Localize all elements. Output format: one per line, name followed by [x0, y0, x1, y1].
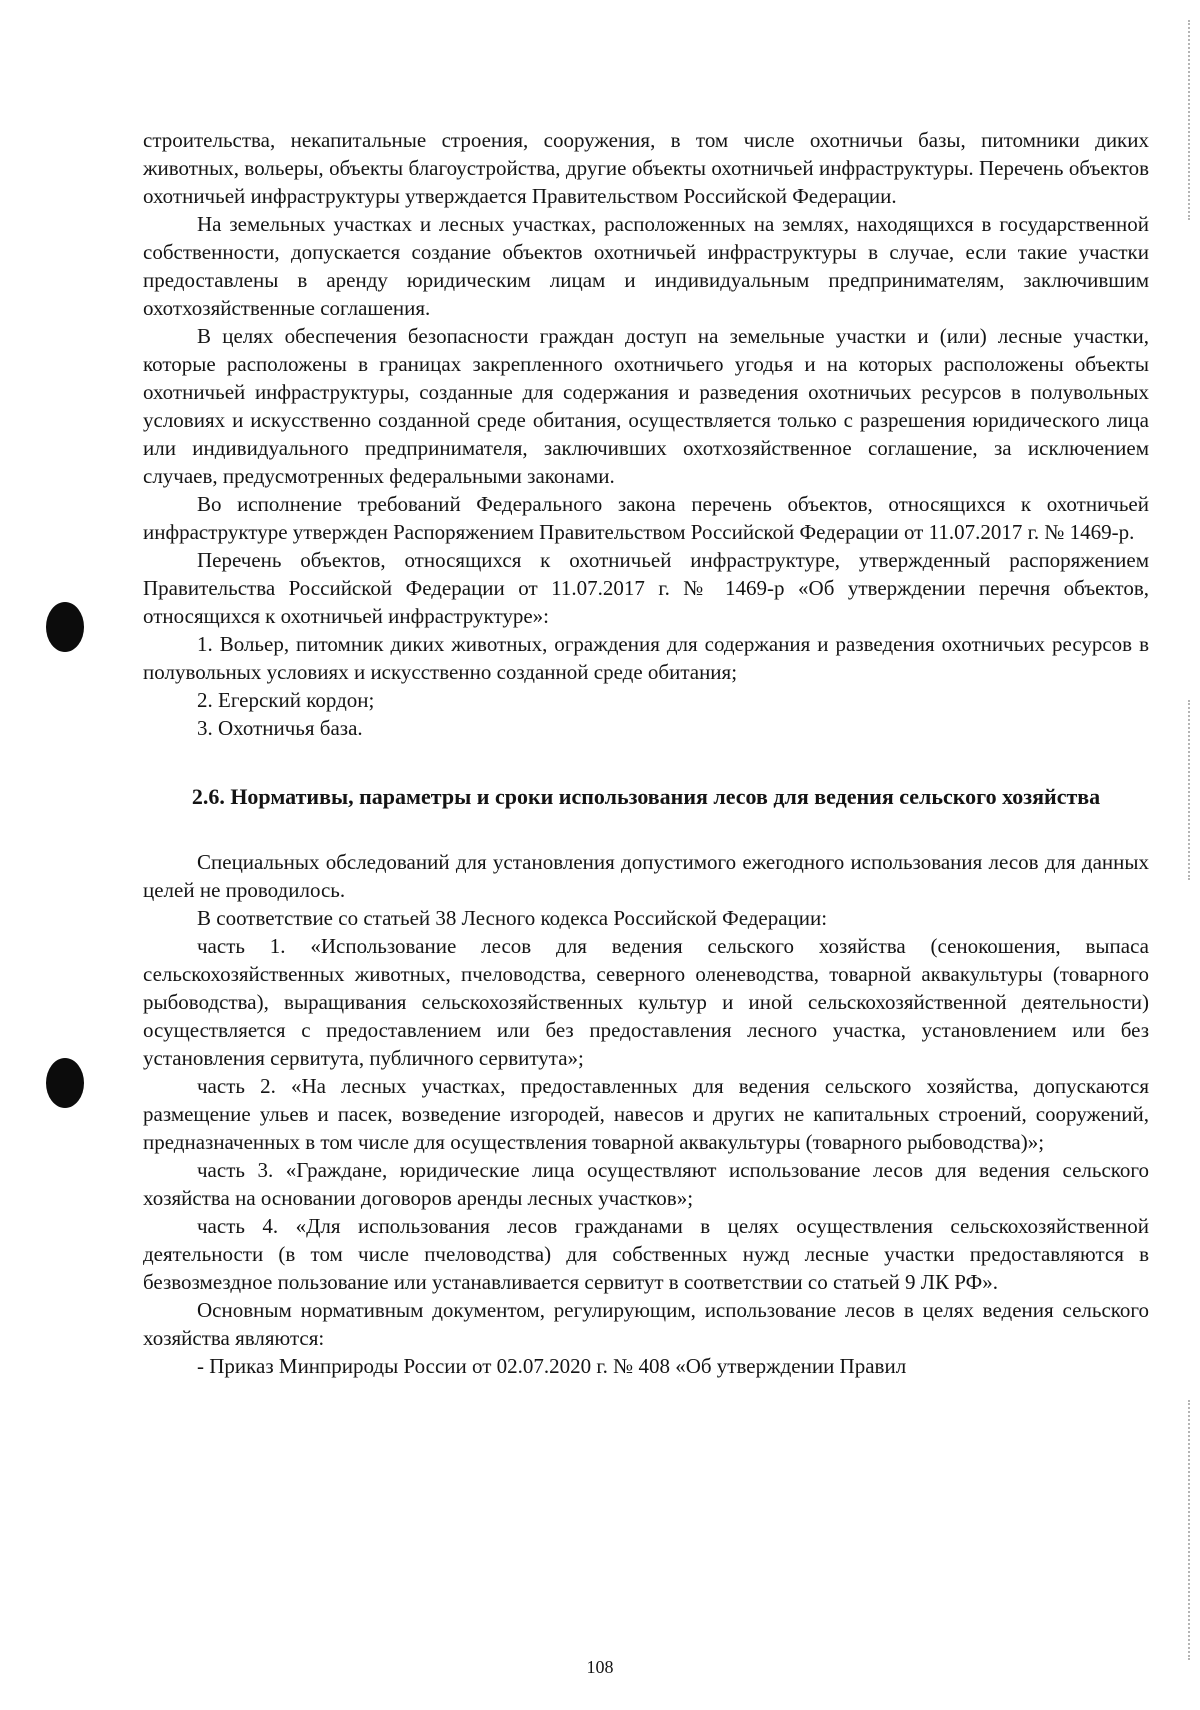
- section-heading: 2.6. Нормативы, параметры и сроки использования лесов для ведения сельского хозяйства: [191, 784, 1101, 809]
- paragraph: Во исполнение требований Федерального закона перечень объектов, относящихся к охотничьей инфраструктуре утвержден Распоряжением Правительством Российской Федерации от 11.07.2017 г. № 1469-р.: [143, 492, 1149, 544]
- paragraph: 1. Вольер, питомник диких животных, ограждения для содержания и разведения охотничьих ресурсов в полувольных условиях и искусственно созданной среде обитания;: [143, 632, 1149, 684]
- punch-hole-mark: [46, 1058, 84, 1108]
- paragraph: На земельных участках и лесных участках, расположенных на землях, находящихся в государственной собственности, допускается создание объектов охотничьей инфраструктуры в случае, если такие участки предоставлены в аренду юридическим лицам и индивидуальным предпринимателям, заключившим охотхозяйственные соглашения.: [143, 212, 1149, 320]
- document-body: [143, 126, 1149, 1380]
- paragraph: - Приказ Минприроды России от 02.07.2020 г. № 408 «Об утверждении Правил: [197, 1354, 907, 1378]
- paragraph: 2. Егерский кордон;: [197, 688, 375, 712]
- paragraph: строительства, некапитальные строения, сооружения, в том числе охотничьи базы, питомники диких животных, вольеры, объекты благоустройства, другие объекты охотничьей инфраструктуры. Перечень объектов охотничьей инфраструктуры утверждается Правительством Российской Федерации.: [143, 128, 1149, 208]
- paragraph: Перечень объектов, относящихся к охотничьей инфраструктуре, утвержденный распоряжением Правительства Российской Федерации от 11.07.2017 г. № 1469-р «Об утверждении перечня объектов, относящихся к охотничьей инфраструктуре»:: [143, 548, 1149, 628]
- page-number: 108: [586, 1657, 614, 1677]
- paragraph: часть 2. «На лесных участках, предоставленных для ведения сельского хозяйства, допускаются размещение ульев и пасек, возведение изгородей, навесов и других не капитальных строений, сооружений, предназначенных в том числе для осуществления товарной аквакультуры (товарного рыбоводства)»;: [143, 1074, 1149, 1154]
- paragraph: В соответствие со статьей 38 Лесного кодекса Российской Федерации:: [197, 906, 828, 930]
- scan-edge-artifact: [1188, 20, 1190, 220]
- paragraph: часть 4. «Для использования лесов гражданами в целях осуществления сельскохозяйственной деятельности (в том числе пчеловодства) для собственных нужд лесные участки предоставляются в безвозмездное пользование или устанавливается сервитут в соответствии со статьей 9 ЛК РФ».: [143, 1214, 1149, 1294]
- scan-edge-artifact: [1188, 1400, 1190, 1660]
- paragraph: часть 1. «Использование лесов для ведения сельского хозяйства (сенокошения, выпаса сельскохозяйственных животных, пчеловодства, северного оленеводства, товарной аквакультуры (товарного рыбоводства), выращивания сельскохозяйственных культур и иной сельскохозяйственной деятельности) осуществляется с предоставлением или без предоставления лесного участка, установлением или без установления сервитута, публичного сервитута»;: [143, 934, 1149, 1070]
- punch-hole-mark: [46, 602, 84, 652]
- paragraph: Основным нормативным документом, регулирующим, использование лесов в целях ведения сельского хозяйства являются:: [143, 1298, 1149, 1350]
- paragraph: часть 3. «Граждане, юридические лица осуществляют использование лесов для ведения сельского хозяйства на основании договоров аренды лесных участков»;: [143, 1158, 1149, 1210]
- scan-edge-artifact: [1188, 700, 1190, 880]
- paragraph-group-top: [143, 126, 1149, 742]
- paragraph-group-bottom: [143, 848, 1149, 1380]
- paragraph: В целях обеспечения безопасности граждан доступ на земельные участки и (или) лесные участки, которые расположены в границах закрепленного охотничьего угодья и на которых расположены объекты охотничьей инфраструктуры, созданные для содержания и разведения охотничьих ресурсов в полувольных условиях и искусственно созданной среде обитания, осуществляется только с разрешения юридического лица или индивидуального предпринимателя, заключивших охотхозяйственное соглашение, за исключением случаев, предусмотренных федеральными законами.: [143, 324, 1149, 488]
- paragraph: Специальных обследований для установления допустимого ежегодного использования лесов для данных целей не проводилось.: [143, 850, 1149, 902]
- paragraph: 3. Охотничья база.: [197, 716, 363, 740]
